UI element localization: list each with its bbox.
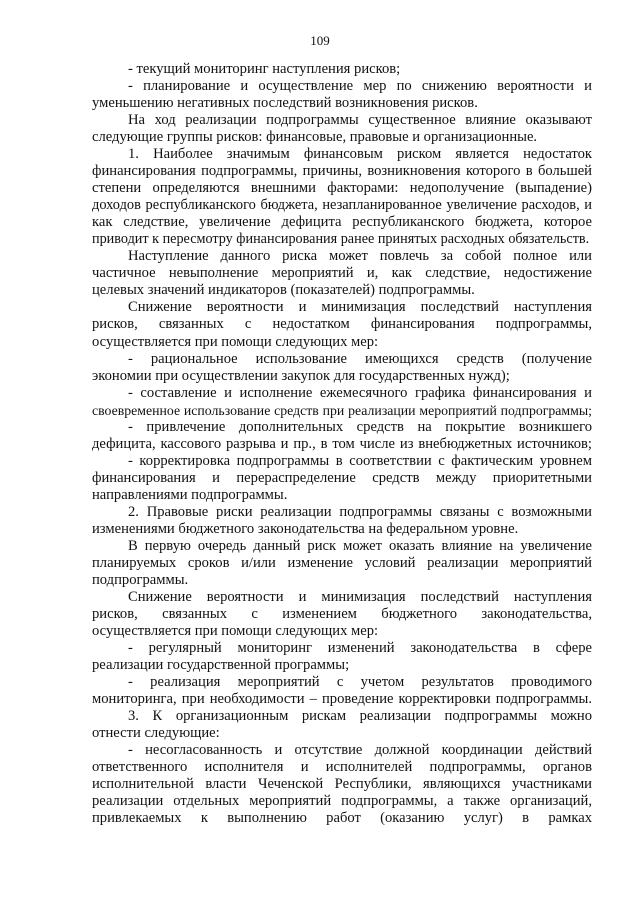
text-line: доходов республиканского бюджета, незапланированное увеличение расходов, и	[92, 197, 592, 214]
text-line: На ход реализации подпрограммы существенное влияние оказывают	[128, 112, 592, 129]
text-line: - составление и исполнение ежемесячного графика финансирования и	[128, 384, 592, 401]
text-line: мониторинга, при необходимости – проведение корректировки подпрограммы.	[92, 691, 592, 708]
text-line: - корректировка подпрограммы в соответствии с фактическим уровнем	[128, 452, 592, 469]
text-line: привлекаемых к выполнению работ (оказанию услуг) в рамках	[92, 810, 592, 827]
text-line: - планирование и осуществление мер по снижению вероятности и	[128, 78, 592, 95]
text-line: Наступление данного риска может повлечь за собой полное или	[128, 248, 592, 265]
text-line: приводит к пересмотру финансирования ранее принятых расходных обязательств.	[92, 231, 590, 248]
text-line: Снижение вероятности и минимизация последствий наступления	[128, 299, 592, 316]
text-line: - несогласованность и отсутствие должной координации действий	[128, 742, 592, 759]
text-line: дефицита, кассового разрыва и пр., в том числе из внебюджетных источников;	[92, 435, 592, 452]
page-number: 109	[310, 33, 330, 48]
text-line: ответственного исполнителя и исполнителей подпрограммы, органов	[92, 759, 592, 776]
text-line: - текущий мониторинг наступления рисков;	[128, 61, 401, 77]
text-line: своевременное использование средств при реализации мероприятий подпрограммы;	[92, 402, 592, 418]
text-line: В первую очередь данный риск может оказать влияние на увеличение	[128, 537, 592, 554]
text-line: - привлечение дополнительных средств на покрытие возникшего	[128, 418, 592, 435]
text-line: финансирования подпрограммы, причины, возникновения которого в большей	[92, 163, 592, 180]
text-line: отнести следующие:	[92, 725, 220, 742]
text-line: 2. Правовые риски реализации подпрограммы связаны с возможными	[128, 503, 592, 520]
text-line: следующие группы рисков: финансовые, правовые и организационные.	[92, 129, 538, 146]
text-line: рисков, связанных с недостатком финансирования подпрограммы,	[92, 316, 592, 333]
text-line: подпрограммы.	[92, 571, 189, 588]
text-line: частичное невыполнение мероприятий и, как следствие, недостижение	[92, 265, 592, 282]
text-line: - рациональное использование имеющихся средств (получение	[128, 350, 592, 367]
text-line: реализации государственной программы;	[92, 657, 350, 674]
text-line: исполнительной власти Чеченской Республики, являющихся участниками	[92, 776, 592, 793]
text-line: степени определяются внешними факторами: недополучение (выпадение)	[92, 180, 592, 197]
text-line: 3. К организационным рискам реализации подпрограммы можно	[128, 708, 592, 725]
text-line: финансирования и перераспределение средств между приоритетными	[92, 469, 592, 486]
text-line: - реализация мероприятий с учетом результатов проводимого	[128, 674, 592, 691]
text-line: как следствие, увеличение дефицита республиканского бюджета, которое	[92, 214, 592, 231]
text-line: изменениями бюджетного законодательства на федеральном уровне.	[92, 520, 519, 537]
text-line: целевых значений индикаторов (показателей) подпрограммы.	[92, 282, 475, 299]
text-line: уменьшению негативных последствий возникновения рисков.	[92, 95, 478, 112]
text-line: планируемых сроков и/или изменение условий реализации мероприятий	[92, 554, 592, 571]
text-line: реализации отдельных мероприятий подпрограммы, а также организаций,	[92, 793, 592, 810]
text-line: рисков, связанных с изменением бюджетного законодательства,	[92, 606, 592, 622]
text-line: осуществляется при помощи следующих мер:	[92, 333, 379, 350]
text-line: осуществляется при помощи следующих мер:	[92, 623, 379, 640]
document-body	[92, 61, 592, 827]
text-line: - регулярный мониторинг изменений законодательства в сфере	[128, 640, 592, 657]
text-line: Снижение вероятности и минимизация последствий наступления	[128, 588, 592, 605]
text-line: экономии при осуществлении закупок для государственных нужд);	[92, 367, 510, 384]
text-line: 1. Наиболее значимым финансовым риском является недостаток	[128, 146, 592, 163]
text-line: направлениями подпрограммы.	[92, 486, 288, 503]
